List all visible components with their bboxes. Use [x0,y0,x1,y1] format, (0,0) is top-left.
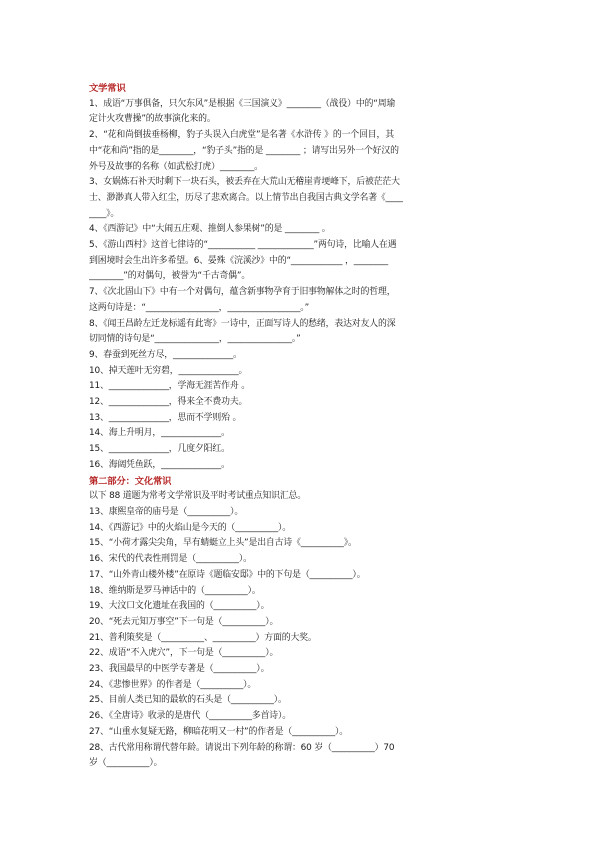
question-line: 13、______________，思而不学则殆 。 [89,412,242,423]
section-heading-culture: 第二部分：文化常识 [89,475,172,487]
question-line: 24、《悲惨世界》的作者是（__________）。 [89,679,257,690]
question-line: 11、______________，学海无涯苦作舟 。 [89,381,250,392]
question-line: 切同情的诗句是“_______________，_______________。” [89,334,301,345]
section-heading-literature: 文学常识 [89,83,126,94]
question-line: 27、“山重水复疑无路，柳暗花明又一村”的作者是（__________）。 [89,726,348,737]
question-line: ________”的对偶句，被誉为“千古奇偶”。 [89,271,251,282]
question-line: 26、《全唐诗》收录的是唐代（__________多首诗）。 [89,711,292,722]
question-line: 岁（__________）。 [89,758,163,769]
question-line: 14、《西游记》中的火焰山是今天的（__________）。 [89,522,292,533]
question-line: 9、春蚕到死丝方尽，______________。 [89,349,242,360]
question-line: 16、海阔凭鱼跃，______________。 [89,459,230,470]
question-line: 定计火攻曹操”的故事演化来的。 [89,114,216,125]
question-line: 15、______________，几度夕阳红。 [89,444,230,455]
question-line: 15、“小荷才露尖尖角，早有蜻蜓立上头”是出自古诗《__________》。 [89,538,357,549]
question-line: 8、《闻王昌龄左迁龙标遥有此寄》一诗中，正面写诗人的愁绪，表达对友人的深 [89,318,396,329]
question-line: 3、女娲炼石补天时剩下一块石头，被丢弃在大荒山无稽崖青埂峰下，后被茫茫大 [89,177,400,188]
question-line: 16、宋代的代表性刑罚是（__________）。 [89,554,252,565]
question-line: 1、成语“万事俱备，只欠东风”是根据《三国演义》________（战役）中的“周瑜 [89,98,396,109]
document-content [89,81,509,772]
question-line: 到困境时会生出许多希望。6、晏殊《浣溪沙》中的“____________ ，________ [89,255,389,266]
question-line: 21、普利策奖是（__________、__________）方面的大奖。 [89,632,317,643]
question-line: 18、维纳斯是罗马神话中的（__________）。 [89,585,261,596]
culture-questions [89,489,509,772]
question-line: 外号及故事的名称（如武松打虎）________。 [89,161,263,172]
question-line: 17、“山外青山楼外楼”在原诗《题临安邸》中的下句是（__________）。 [89,569,366,580]
question-line: 12、______________，得来全不费功夫。 [89,397,248,408]
question-line: 19、大汶口文化遗址在我国的（__________）。 [89,601,270,612]
question-line: 7、《次北固山下》中有一个对偶句，蕴含新事物孕育于旧事物解体之时的哲理， [89,287,396,298]
question-line: 4、《西游记》中“大闹五庄观、推倒人参果树”的是 ________ 。 [89,224,331,235]
literature-questions [89,97,509,474]
question-line: 5、《游山西村》这首七律诗的“___________ _____________”两句诗，比喻人在遇 [89,240,397,251]
question-line: 士、渺渺真人带入红尘，历尽了悲欢离合。以上情节出自我国古典文学名著《____ [89,192,403,203]
question-line: 这两句诗是：“_________________，_________________。” [89,302,310,313]
question-line: 22、成语“不入虎穴”，下一句是（__________）。 [89,648,279,659]
question-line: 23、我国最早的中医学专著是（__________）。 [89,664,270,675]
question-line: 10、掉天莲叶无穷碧，______________。 [89,365,248,376]
question-line: 2、“花和尚倒拔垂杨柳，豹子头误入白虎堂”是名著《水浒传 》的一个回目，其 [89,130,394,141]
question-line: 中“花和尚”指的是________，“豹子头”指的是 ________ ；请写出另外一个好汉的 [89,145,399,156]
question-line: 13、康熙皇帝的庙号是（__________）。 [89,506,244,517]
question-line: 14、海上升明月，______________。 [89,428,230,439]
question-line: 28、古代常用称谓代替年龄。请说出下列年龄的称谓：60 岁（__________）70 [89,742,395,753]
question-line: 25、目前人类已知的最软的石头是（__________）。 [89,695,287,706]
question-line: 以下 88 道题为常考文学常识及平时考试重点知识汇总。 [89,491,307,502]
question-line: ____》。 [89,208,120,219]
question-line: 20、“死去元知万事空”下一句是（__________）。 [89,616,279,627]
